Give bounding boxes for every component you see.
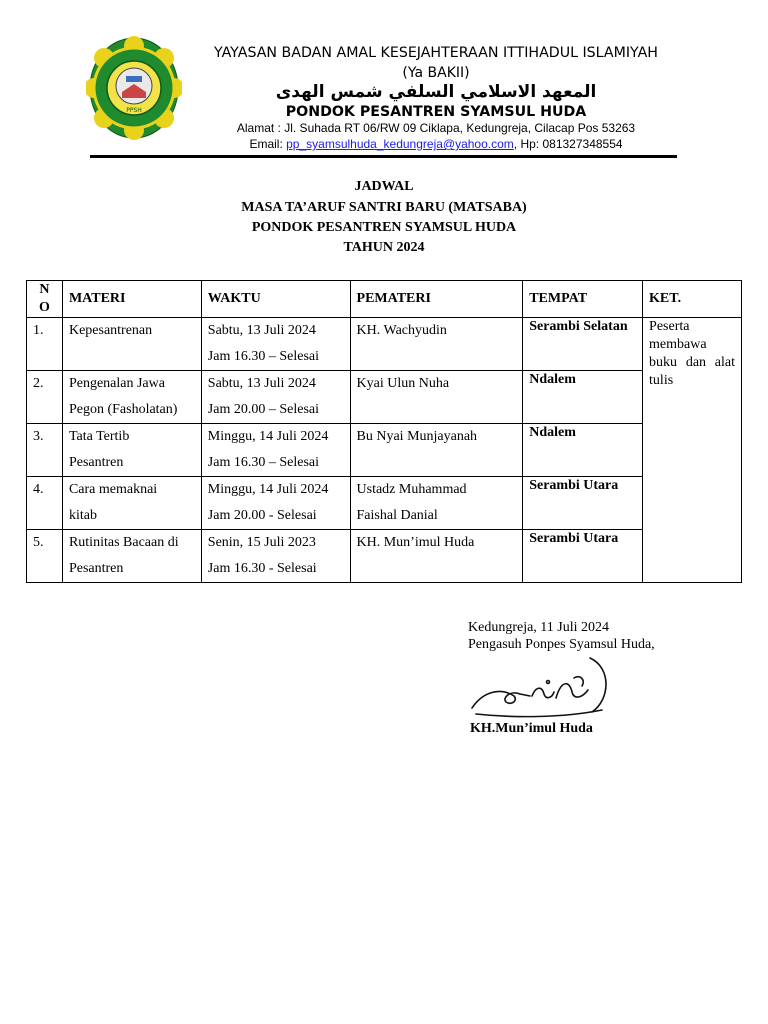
table-row xyxy=(27,530,742,583)
table-row xyxy=(27,318,742,371)
row-waktu: Minggu, 14 Juli 2024 Jam 16.30 – Selesai xyxy=(201,424,350,477)
title-line-4: TAHUN 2024 xyxy=(343,240,425,255)
arabic-name: المعهد الاسلامي السلفي شمس الهدى xyxy=(275,82,597,102)
phone: , Hp: 081327348554 xyxy=(513,137,623,151)
ket-note: Peserta membawa buku dan alat tulis xyxy=(643,318,742,583)
signature-place-date: Kedungreja, 11 Juli 2024 xyxy=(468,620,610,635)
row-materi: Tata Tertib Pesantren xyxy=(62,424,201,477)
email-link[interactable]: pp_syamsulhuda_kedungreja@yahoo.com xyxy=(286,137,514,151)
row-pemateri: Ustadz Muhammad Faishal Danial xyxy=(350,477,523,530)
row-pemateri: Kyai Ulun Nuha xyxy=(350,371,523,424)
header-divider xyxy=(90,155,677,158)
title-line-3: PONDOK PESANTREN SYAMSUL HUDA xyxy=(251,220,517,235)
address: Alamat : Jl. Suhada RT 06/RW 09 Ciklapa, Kedungreja, Cilacap Pos 53263 xyxy=(236,121,636,135)
row-waktu: Minggu, 14 Juli 2024 Jam 20.00 - Selesai xyxy=(201,477,350,530)
row-no: 5. xyxy=(27,530,63,583)
header-waktu: WAKTU xyxy=(201,281,350,318)
header-tempat: TEMPAT xyxy=(523,281,643,318)
header-ket: KET. xyxy=(643,281,742,318)
row-pemateri: KH. Mun’imul Huda xyxy=(350,530,523,583)
contact-line xyxy=(188,138,684,150)
handwritten-signature xyxy=(462,638,618,724)
row-materi: Pengenalan Jawa Pegon (Fasholatan) xyxy=(62,371,201,424)
signatory-name: KH.Mun’imul Huda xyxy=(470,721,593,736)
table-row xyxy=(27,477,742,530)
row-no: 3. xyxy=(27,424,63,477)
pesantren-logo xyxy=(86,36,182,140)
table-header-row xyxy=(27,281,742,318)
row-tempat: Serambi Utara xyxy=(523,530,643,583)
row-tempat: Ndalem xyxy=(523,371,643,424)
header-no: N O xyxy=(27,281,63,318)
title-line-1: JADWAL xyxy=(354,179,414,194)
title-line-2: MASA TA’ARUF SANTRI BARU (MATSABA) xyxy=(241,200,527,215)
header-materi: MATERI xyxy=(62,281,201,318)
row-tempat: Serambi Selatan xyxy=(523,318,643,371)
table-row xyxy=(27,424,742,477)
row-tempat: Ndalem xyxy=(523,424,643,477)
row-materi: Cara memaknai kitab xyxy=(62,477,201,530)
row-pemateri: KH. Wachyudin xyxy=(350,318,523,371)
schedule-table xyxy=(26,280,742,583)
email-label: Email: xyxy=(249,137,287,151)
row-waktu: Sabtu, 13 Juli 2024 Jam 20.00 – Selesai xyxy=(201,371,350,424)
row-materi: Kepesantrenan xyxy=(62,318,201,371)
header-pemateri: PEMATERI xyxy=(350,281,523,318)
row-no: 2. xyxy=(27,371,63,424)
table-row xyxy=(27,371,742,424)
row-no: 4. xyxy=(27,477,63,530)
organization-abbreviation: (Ya BAKII) xyxy=(402,65,470,81)
row-no: 1. xyxy=(27,318,63,371)
row-waktu: Sabtu, 13 Juli 2024 Jam 16.30 – Selesai xyxy=(201,318,350,371)
row-tempat: Serambi Utara xyxy=(523,477,643,530)
pesantren-name: PONDOK PESANTREN SYAMSUL HUDA xyxy=(285,104,587,120)
row-waktu: Senin, 15 Juli 2023 Jam 16.30 - Selesai xyxy=(201,530,350,583)
row-materi: Rutinitas Bacaan di Pesantren xyxy=(62,530,201,583)
svg-text:PPSH: PPSH xyxy=(126,107,142,114)
row-pemateri: Bu Nyai Munjayanah xyxy=(350,424,523,477)
organization-name: YAYASAN BADAN AMAL KESEJAHTERAAN ITTIHADUL ISLAMIYAH xyxy=(214,45,658,61)
signature-role: Pengasuh Ponpes Syamsul Huda, xyxy=(468,637,655,652)
